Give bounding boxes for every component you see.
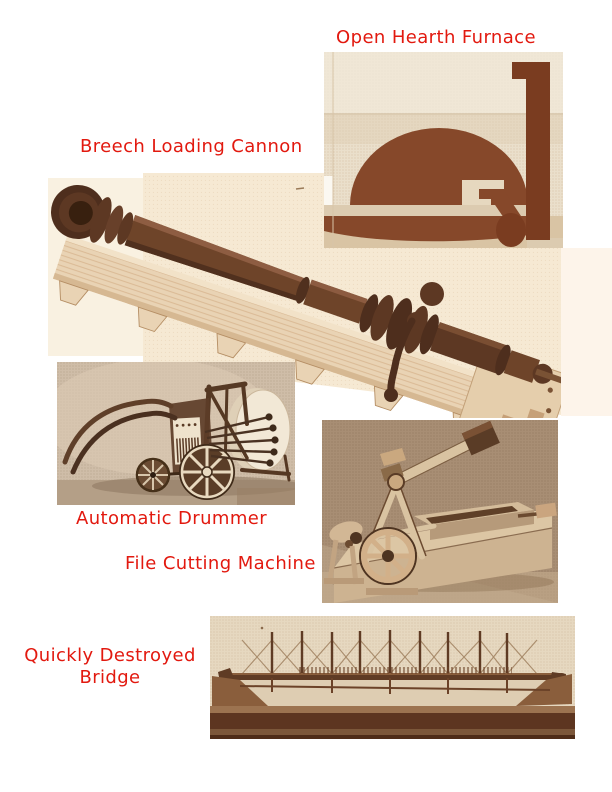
bridge-base [210,713,575,729]
breech-gear [420,282,444,306]
caption-automatic-drummer: Automatic Drummer [76,508,268,529]
caption-open-hearth-furnace: Open Hearth Furnace [336,27,536,48]
caption-breech-loading-cannon: Breech Loading Cannon [80,136,303,157]
bridge-deck [224,675,562,680]
large-wheel [180,445,234,499]
caption-file-cutting-machine: File Cutting Machine [125,553,316,574]
small-wheel [137,459,169,491]
automatic-drummer-photo [57,362,295,505]
drive-wheel [360,528,416,584]
file-cutting-machine-photo [322,420,558,603]
open-hearth-furnace-photo [324,52,563,248]
scan-tint-strip [561,248,612,416]
furnace-right-wall [526,62,550,240]
caption-quickly-destroyed-bridge: Quickly Destroyed Bridge [24,645,196,688]
quickly-destroyed-bridge-photo [210,616,575,739]
